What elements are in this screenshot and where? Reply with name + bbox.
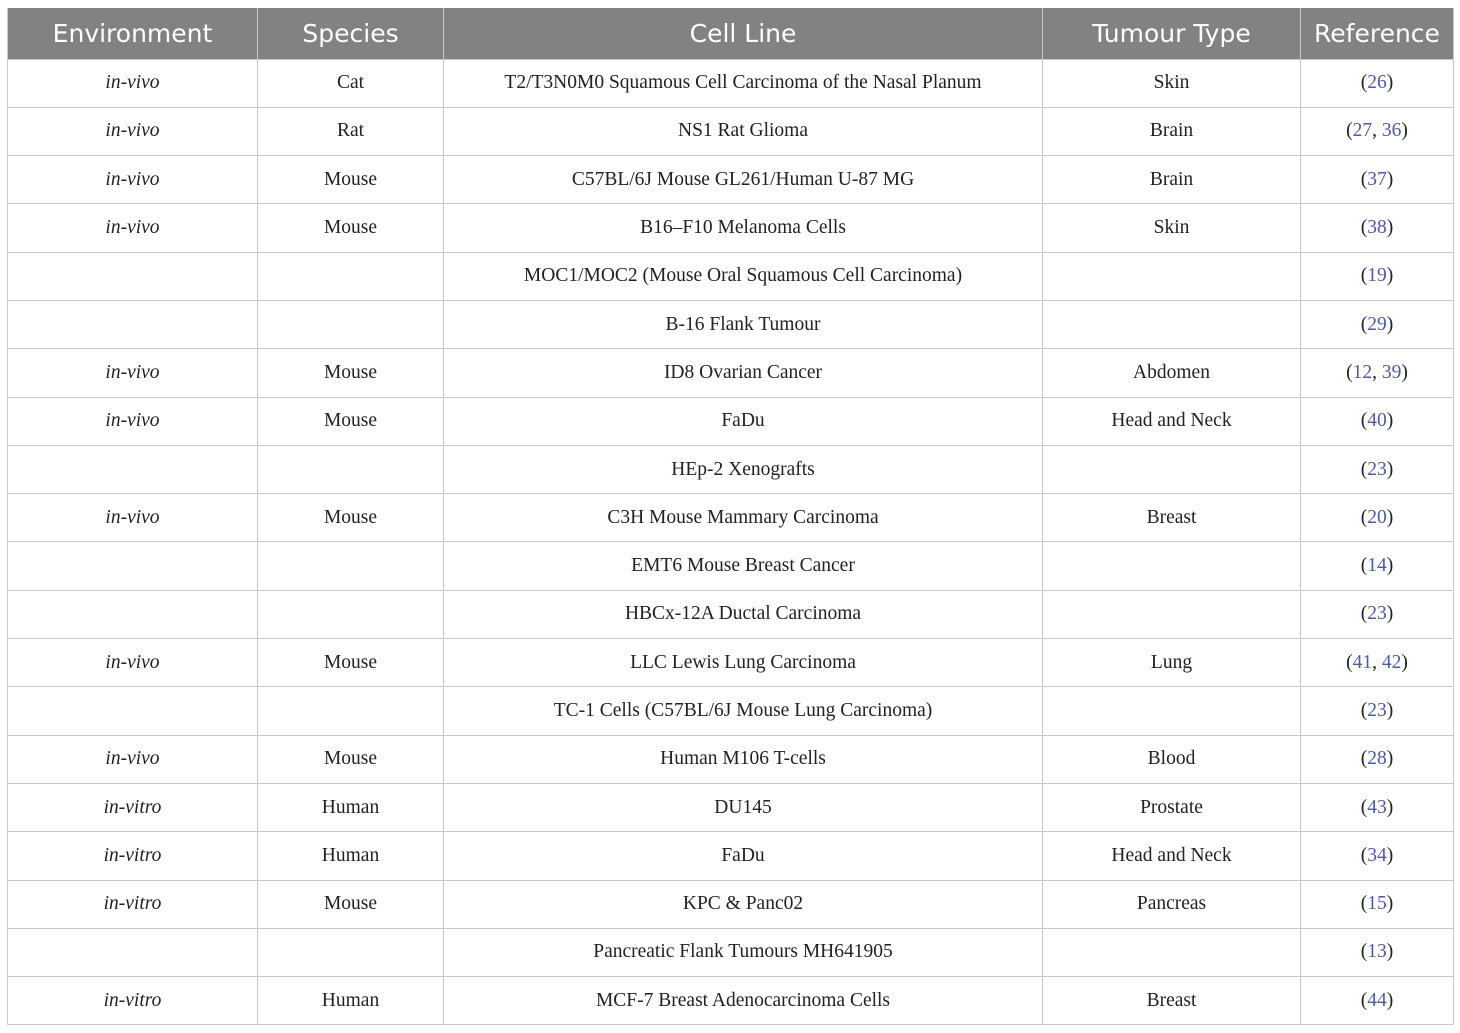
table-row xyxy=(8,639,1454,687)
species-cell: Mouse xyxy=(258,397,444,445)
header-row xyxy=(8,8,1454,59)
cell-line-cell: B-16 Flank Tumour xyxy=(444,300,1043,348)
environment-cell: in-vivo xyxy=(8,494,258,542)
reference-link[interactable]: 27 xyxy=(1352,120,1373,142)
table-row xyxy=(8,880,1454,928)
environment-cell xyxy=(8,687,258,735)
reference-cell: (13) xyxy=(1301,928,1454,976)
reference-link[interactable]: 40 xyxy=(1367,410,1387,432)
reference-cell: (15) xyxy=(1301,880,1454,928)
species-cell xyxy=(258,542,444,590)
tumour-type-cell: Breast xyxy=(1043,494,1301,542)
tumour-type-cell: Prostate xyxy=(1043,783,1301,831)
reference-link[interactable]: 12 xyxy=(1352,361,1373,383)
cell-line-cell: FaDu xyxy=(444,832,1043,880)
tumour-type-cell xyxy=(1043,252,1301,300)
species-cell: Mouse xyxy=(258,156,444,204)
reference-cell: (28) xyxy=(1301,735,1454,783)
environment-cell xyxy=(8,928,258,976)
tumour-type-cell xyxy=(1043,300,1301,348)
environment-cell: in-vitro xyxy=(8,977,258,1025)
environment-cell: in-vitro xyxy=(8,880,258,928)
reference-link[interactable]: 19 xyxy=(1367,265,1387,287)
environment-cell xyxy=(8,300,258,348)
reference-link[interactable]: 29 xyxy=(1367,313,1387,335)
reference-link[interactable]: 14 xyxy=(1367,555,1387,577)
tumour-type-cell xyxy=(1043,445,1301,493)
species-cell: Human xyxy=(258,832,444,880)
reference-link[interactable]: 38 xyxy=(1367,217,1387,239)
cell-line-cell: HEp-2 Xenografts xyxy=(444,445,1043,493)
header-cell-line: Cell Line xyxy=(444,8,1043,59)
tumour-type-cell: Skin xyxy=(1043,204,1301,252)
tumour-type-cell xyxy=(1043,687,1301,735)
cell-line-cell: C3H Mouse Mammary Carcinoma xyxy=(444,494,1043,542)
reference-link[interactable]: 26 xyxy=(1367,72,1387,94)
reference-link[interactable]: 28 xyxy=(1367,748,1387,770)
cell-line-cell: DU145 xyxy=(444,783,1043,831)
tumour-type-cell: Brain xyxy=(1043,107,1301,155)
tumour-type-cell: Pancreas xyxy=(1043,880,1301,928)
table-row xyxy=(8,349,1454,397)
reference-cell: (38) xyxy=(1301,204,1454,252)
reference-cell: (29) xyxy=(1301,300,1454,348)
header-environment: Environment xyxy=(8,8,258,59)
reference-cell: (43) xyxy=(1301,783,1454,831)
reference-link[interactable]: 15 xyxy=(1367,893,1387,915)
species-cell xyxy=(258,252,444,300)
cell-line-cell: B16–F10 Melanoma Cells xyxy=(444,204,1043,252)
environment-cell: in-vivo xyxy=(8,349,258,397)
table-row xyxy=(8,494,1454,542)
species-cell: Human xyxy=(258,977,444,1025)
tumour-type-cell: Lung xyxy=(1043,639,1301,687)
environment-cell: in-vitro xyxy=(8,783,258,831)
table-header xyxy=(8,8,1454,59)
cell-line-cell: Pancreatic Flank Tumours MH641905 xyxy=(444,928,1043,976)
cell-line-cell: KPC & Panc02 xyxy=(444,880,1043,928)
header-species: Species xyxy=(258,8,444,59)
environment-cell: in-vivo xyxy=(8,397,258,445)
reference-link[interactable]: 44 xyxy=(1367,989,1387,1011)
species-cell xyxy=(258,687,444,735)
table-row xyxy=(8,590,1454,638)
table-row xyxy=(8,397,1454,445)
cell-line-cell: MCF-7 Breast Adenocarcinoma Cells xyxy=(444,977,1043,1025)
header-reference: Reference xyxy=(1301,8,1454,59)
reference-cell: (23) xyxy=(1301,445,1454,493)
reference-cell: (26) xyxy=(1301,59,1454,107)
reference-link[interactable]: 39 xyxy=(1381,361,1402,383)
cell-line-cell: FaDu xyxy=(444,397,1043,445)
environment-cell xyxy=(8,252,258,300)
reference-link[interactable]: 23 xyxy=(1367,458,1387,480)
tumour-type-cell: Blood xyxy=(1043,735,1301,783)
environment-cell: in-vivo xyxy=(8,107,258,155)
tumour-type-cell xyxy=(1043,542,1301,590)
species-cell: Mouse xyxy=(258,349,444,397)
environment-cell xyxy=(8,542,258,590)
species-cell xyxy=(258,590,444,638)
table-row xyxy=(8,107,1454,155)
table-row xyxy=(8,783,1454,831)
reference-cell: (40) xyxy=(1301,397,1454,445)
table-row xyxy=(8,928,1454,976)
reference-cell: (19) xyxy=(1301,252,1454,300)
reference-link[interactable]: 13 xyxy=(1367,941,1387,963)
table-row xyxy=(8,59,1454,107)
table-row xyxy=(8,542,1454,590)
table-row xyxy=(8,977,1454,1025)
environment-cell: in-vitro xyxy=(8,832,258,880)
reference-link[interactable]: 23 xyxy=(1367,603,1387,625)
species-cell: Mouse xyxy=(258,639,444,687)
environment-cell: in-vivo xyxy=(8,59,258,107)
tumour-type-cell: Head and Neck xyxy=(1043,397,1301,445)
table-row xyxy=(8,832,1454,880)
environment-cell: in-vivo xyxy=(8,156,258,204)
reference-link[interactable]: 23 xyxy=(1367,700,1387,721)
reference-link[interactable]: 41 xyxy=(1352,651,1373,673)
species-cell: Mouse xyxy=(258,735,444,783)
species-cell: Cat xyxy=(258,59,444,107)
cell-line-cell: C57BL/6J Mouse GL261/Human U-87 MG xyxy=(444,156,1043,204)
table-row xyxy=(8,687,1454,735)
environment-cell: in-vivo xyxy=(8,639,258,687)
cell-line-cell: Human M106 T-cells xyxy=(444,735,1043,783)
tumour-type-cell: Head and Neck xyxy=(1043,832,1301,880)
species-cell xyxy=(258,300,444,348)
reference-link[interactable]: 43 xyxy=(1367,796,1387,818)
table-body xyxy=(8,59,1454,1025)
species-cell: Mouse xyxy=(258,494,444,542)
reference-link[interactable]: 20 xyxy=(1367,506,1387,528)
cell-line-cell: EMT6 Mouse Breast Cancer xyxy=(444,542,1043,590)
tumour-type-cell: Abdomen xyxy=(1043,349,1301,397)
cell-line-cell: ID8 Ovarian Cancer xyxy=(444,349,1043,397)
species-cell: Rat xyxy=(258,107,444,155)
header-tumour-type: Tumour Type xyxy=(1043,8,1301,59)
cell-line-cell: MOC1/MOC2 (Mouse Oral Squamous Cell Carcinoma) xyxy=(444,252,1043,300)
environment-cell xyxy=(8,590,258,638)
tumour-type-cell xyxy=(1043,928,1301,976)
reference-link[interactable]: 34 xyxy=(1367,844,1387,866)
reference-link[interactable]: 36 xyxy=(1381,120,1402,142)
table-row xyxy=(8,204,1454,252)
reference-cell: (37) xyxy=(1301,156,1454,204)
reference-link[interactable]: 37 xyxy=(1367,168,1387,190)
reference-cell: (23) xyxy=(1301,590,1454,638)
environment-cell: in-vivo xyxy=(8,735,258,783)
tumour-type-cell: Skin xyxy=(1043,59,1301,107)
cell-line-cell: TC-1 Cells (C57BL/6J Mouse Lung Carcinoma) xyxy=(444,687,1043,735)
cell-line-table xyxy=(7,8,1454,1025)
table-row xyxy=(8,156,1454,204)
tumour-type-cell: Breast xyxy=(1043,977,1301,1025)
table-row xyxy=(8,300,1454,348)
tumour-type-cell: Brain xyxy=(1043,156,1301,204)
species-cell xyxy=(258,445,444,493)
table-row xyxy=(8,252,1454,300)
reference-cell: (12, 39) xyxy=(1301,349,1454,397)
reference-link[interactable]: 42 xyxy=(1381,651,1402,673)
cell-line-cell: T2/T3N0M0 Squamous Cell Carcinoma of the Nasal Planum xyxy=(444,59,1043,107)
reference-cell: (27, 36) xyxy=(1301,107,1454,155)
reference-cell: (20) xyxy=(1301,494,1454,542)
table-row xyxy=(8,735,1454,783)
tumour-type-cell xyxy=(1043,590,1301,638)
table-row xyxy=(8,445,1454,493)
reference-cell: (23) xyxy=(1301,687,1454,735)
reference-cell: (44) xyxy=(1301,977,1454,1025)
reference-cell: (34) xyxy=(1301,832,1454,880)
cell-line-cell: HBCx-12A Ductal Carcinoma xyxy=(444,590,1043,638)
species-cell xyxy=(258,928,444,976)
species-cell: Mouse xyxy=(258,880,444,928)
cell-line-cell: NS1 Rat Glioma xyxy=(444,107,1043,155)
environment-cell xyxy=(8,445,258,493)
cell-line-cell: LLC Lewis Lung Carcinoma xyxy=(444,639,1043,687)
species-cell: Mouse xyxy=(258,204,444,252)
reference-cell: (41, 42) xyxy=(1301,639,1454,687)
environment-cell: in-vivo xyxy=(8,204,258,252)
reference-cell: (14) xyxy=(1301,542,1454,590)
species-cell: Human xyxy=(258,783,444,831)
